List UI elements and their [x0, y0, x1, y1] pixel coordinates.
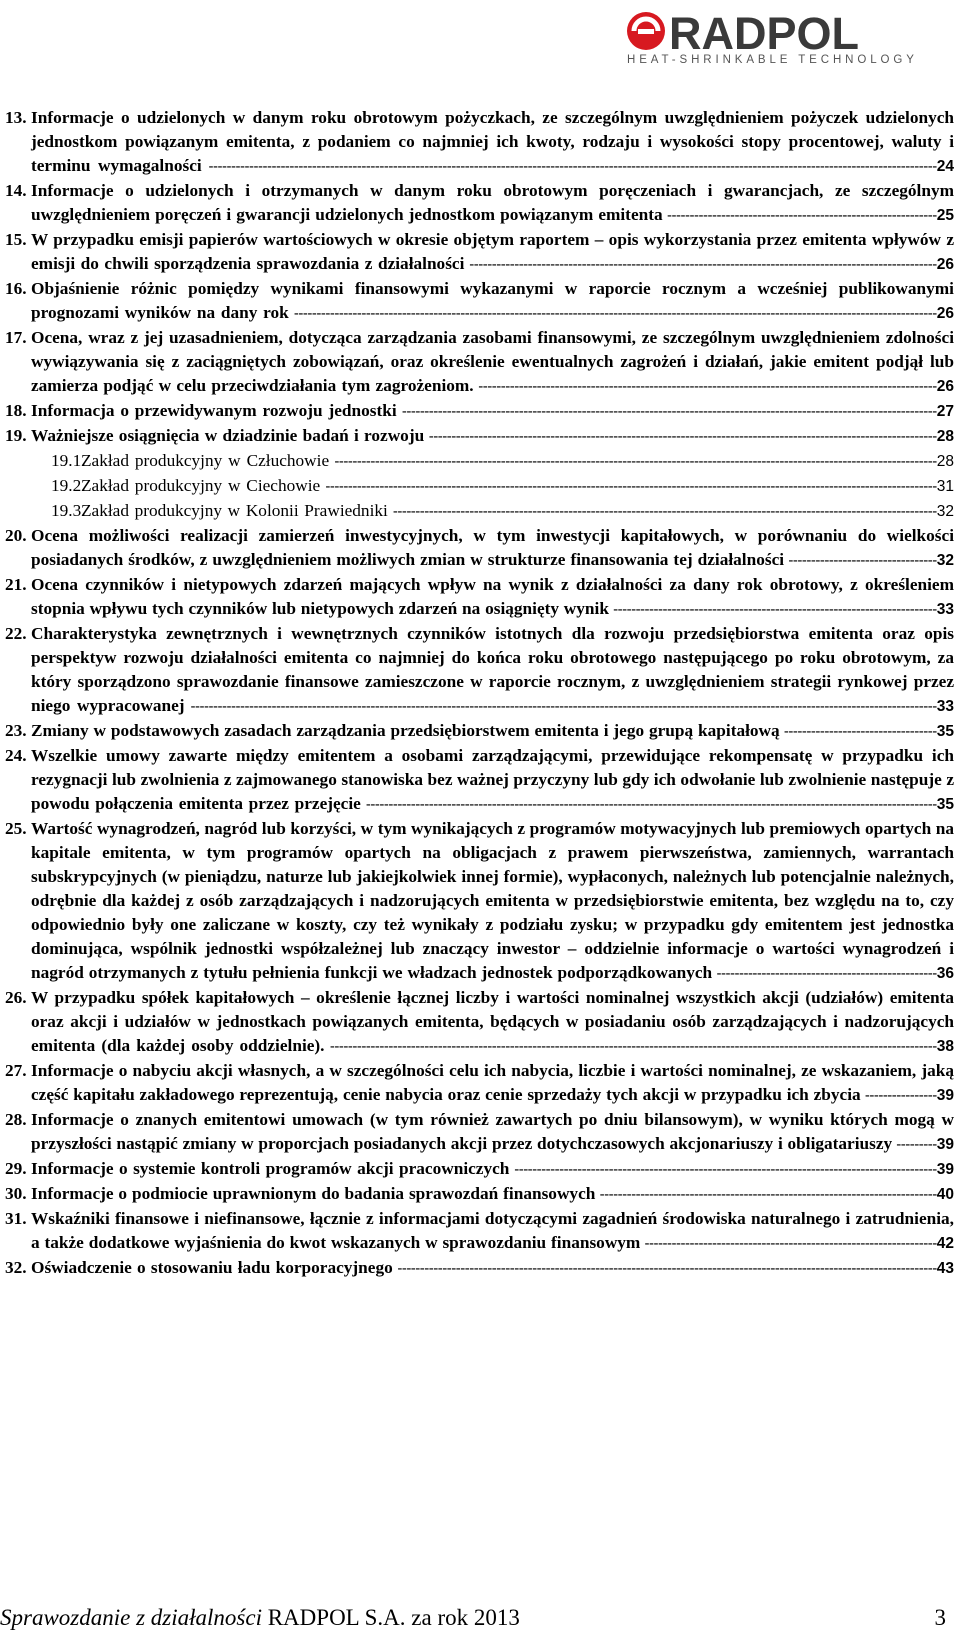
- toc-leader-dashes: -----------------------------------------------------------------: [640, 1235, 937, 1252]
- toc-leader-dashes: --------------------------------------------------------------------------------------------------------------------------------------: [329, 453, 937, 470]
- toc-entry-number: 27.: [5, 1061, 27, 1080]
- toc-leader-dashes: ---------------------------------: [784, 552, 937, 569]
- toc-entry-number: 25.: [5, 819, 27, 838]
- toc-entry[interactable]: [5, 1256, 960, 1281]
- toc-entry-page: 43: [936, 1260, 954, 1277]
- toc-entry[interactable]: [5, 1157, 960, 1182]
- toc-entry-title: Ocena czynników i nietypowych zdarzeń mających wpływ na wynik z działalności za dany rok obrotowy, z określeniem stopnia wpływu tych czynników lub nietypowych zdarzeń na osiągnięty wynik: [31, 575, 954, 618]
- toc-leader-dashes: -----------------------------------------------------------------------------------------------------------------------: [396, 403, 937, 420]
- toc-entry-number: 23.: [5, 721, 27, 740]
- toc-leader-dashes: -------------------------------------------------: [712, 965, 937, 982]
- toc-subentry[interactable]: [5, 449, 960, 474]
- toc-entry-body: [31, 1207, 954, 1256]
- toc-leader-dashes: ------------------------------------------------------------------------------------------------------------------------: [392, 1260, 937, 1277]
- toc-entry-body: [81, 449, 954, 474]
- toc-entry-page: 26: [936, 305, 954, 322]
- toc-entry[interactable]: [5, 326, 960, 399]
- toc-leader-dashes: -------------------------------------------------------------------------------------------------------------------------------: [360, 796, 937, 813]
- toc-leader-dashes: -----------------------------------------------------------------------------------------------------------------: [424, 428, 937, 445]
- toc-leader-dashes: ----------------: [860, 1087, 937, 1104]
- toc-entry-body: [31, 1157, 954, 1182]
- toc-entry-page: 38: [936, 1038, 954, 1055]
- toc-entry-page: 32: [936, 552, 954, 569]
- toc-leader-dashes: ----------------------------------------------------------------------------------------------: [509, 1161, 937, 1178]
- toc-entry-number: 20.: [5, 526, 27, 545]
- toc-entry-page: 40: [936, 1186, 954, 1203]
- toc-entry-body: [31, 399, 954, 424]
- toc-entry[interactable]: [5, 228, 960, 277]
- toc-entry[interactable]: [5, 1207, 960, 1256]
- toc-entry[interactable]: [5, 622, 960, 719]
- toc-entry-title: Informacje o podmiocie uprawnionym do badania sprawozdań finansowych: [31, 1184, 596, 1203]
- toc-entry-body: [31, 277, 954, 326]
- toc-entry-title: Zmiany w podstawowych zasadach zarządzania przedsiębiorstwem emitenta i jego grupą kapitałową: [31, 721, 780, 740]
- footer-page-number: 3: [934, 1605, 946, 1630]
- toc-entry[interactable]: [5, 179, 960, 228]
- toc-entry[interactable]: [5, 424, 960, 449]
- toc-entry-number: 30.: [5, 1184, 27, 1203]
- toc-entry-page: 35: [936, 796, 954, 813]
- toc-entry-title: Oświadczenie o stosowaniu ładu korporacyjnego: [31, 1258, 393, 1277]
- toc-entry[interactable]: [5, 986, 960, 1059]
- toc-entry-title: Ocena możliwości realizacji zamierzeń inwestycyjnych, w tym inwestycji kapitałowych, w porównaniu do wielkości posiadanych środków, z uwzględnieniem możliwych zmian w strukturze finansowania tej działalności: [31, 526, 954, 569]
- toc-entry[interactable]: [5, 744, 960, 817]
- radpol-logo-mark: [625, 10, 930, 54]
- page-footer: [0, 1605, 960, 1635]
- toc-subentry[interactable]: [5, 499, 960, 524]
- toc-entry-body: [31, 986, 954, 1059]
- toc-entry-number: 19.3.: [51, 501, 86, 520]
- toc-entry-title: Objaśnienie różnic pomiędzy wynikami finansowymi wykazanymi w raporcie rocznym a wcześniej publikowanymi prognozami wyników na dany rok: [31, 279, 954, 322]
- toc-entry[interactable]: [5, 524, 960, 573]
- radpol-logo: [625, 10, 930, 68]
- logo-tagline: HEAT-SHRINKABLE TECHNOLOGY: [627, 54, 918, 66]
- logo-wordmark: RADPOL: [669, 10, 859, 54]
- toc-entry-title: Informacja o przewidywanym rozwoju jednostki: [31, 401, 397, 420]
- toc-entry-number: 26.: [5, 988, 27, 1007]
- footer-italic-text: Sprawozdanie z działalności: [0, 1605, 262, 1630]
- toc-entry-number: 14.: [5, 181, 27, 200]
- toc-entry-page: 35: [936, 723, 954, 740]
- toc-entry-number: 19.2.: [51, 476, 86, 495]
- toc-entry[interactable]: [5, 1059, 960, 1108]
- toc-entry-body: [31, 106, 954, 179]
- toc-entry[interactable]: [5, 573, 960, 622]
- toc-entry-page: 28: [936, 453, 954, 470]
- toc-leader-dashes: ---------------------------------------------------------------------------: [595, 1186, 937, 1203]
- toc-entry-page: 42: [936, 1235, 954, 1252]
- toc-entry-number: 16.: [5, 279, 27, 298]
- toc-entry[interactable]: [5, 719, 960, 744]
- toc-entry-page: 39: [936, 1087, 955, 1104]
- toc-entry-body: [31, 744, 954, 817]
- toc-entry-body: [81, 499, 954, 524]
- toc-entry-page: 25: [936, 207, 954, 224]
- toc-entry-title: Wskaźniki finansowe i niefinansowe, łącznie z informacjami dotyczącymi zagadnień środowiska naturalnego i zatrudnienia, a także dodatkowe wyjaśnienia do kwot wskazanych w sprawozdaniu finansowym: [31, 1209, 954, 1252]
- toc-entry-number: 29.: [5, 1159, 27, 1178]
- toc-entry-title: Zakład produkcyjny w Ciechowie: [81, 476, 321, 495]
- toc-entry-body: [31, 524, 954, 573]
- toc-entry-page: 33: [936, 698, 954, 715]
- toc-entry[interactable]: [5, 1108, 960, 1157]
- toc-entry-number: 17.: [5, 328, 27, 347]
- toc-leader-dashes: ------------------------------------------------------------------------: [608, 601, 937, 618]
- toc-entry-page: 28: [936, 428, 954, 445]
- toc-entry-page: 39: [936, 1136, 954, 1153]
- toc-entry-title: W przypadku emisji papierów wartościowych w okresie objętym raportem – opis wykorzystania przez emitenta wpływów z emisji do chwili sporządzenia sprawozdania z działalności: [31, 230, 954, 273]
- toc-leader-dashes: ------------------------------------------------------------------------------------------------------------------------------------------------------------------: [201, 158, 937, 175]
- toc-entry-body: [31, 622, 954, 719]
- toc-entry-body: [31, 1108, 954, 1157]
- table-of-contents: [5, 106, 960, 1281]
- toc-entry-number: 22.: [5, 624, 27, 643]
- toc-entry-title: Zakład produkcyjny w Człuchowie: [81, 451, 330, 470]
- toc-entry-title: Informacje o systemie kontroli programów akcji pracowniczych: [31, 1159, 510, 1178]
- toc-entry-body: [31, 1182, 954, 1207]
- toc-entry-number: 19.1.: [51, 451, 86, 470]
- toc-entry-body: [81, 474, 954, 499]
- toc-entry-page: 27: [936, 403, 955, 420]
- toc-leader-dashes: ---------------------------------------------------------------------------------------------------------------------------------------: [324, 1038, 937, 1055]
- toc-entry-body: [31, 424, 954, 449]
- toc-entry-number: 32.: [5, 1258, 27, 1277]
- toc-entry-title: Charakterystyka zewnętrznych i wewnętrznych czynników istotnych dla rozwoju przedsiębiorstwa emitenta oraz opis perspektyw rozwoju działalności emitenta co najmniej do końca roku obrotowego następującego po roku obrotowym, za który sporządzono sprawozdanie finansowe zamieszczone w raporcie rocznym, z uwzględnieniem strategii rynkowej przez niego wypracowanej: [31, 624, 954, 715]
- toc-entry-title: W przypadku spółek kapitałowych – określenie łącznej liczby i wartości nominalnej wszystkich akcji (udziałów) emitenta oraz akcji i udziałów w jednostkach powiązanych emitenta, będących w posiadaniu osób zarządzających i nadzorujących emitenta (dla każdej osoby oddzielnie).: [31, 988, 954, 1055]
- toc-entry-page: 33: [936, 601, 954, 618]
- toc-entry[interactable]: [5, 399, 960, 424]
- toc-entry-body: [31, 573, 954, 622]
- toc-entry-title: Wartość wynagrodzeń, nagród lub korzyści, w tym wynikających z programów motywacyjnych lub premiowych opartych na kapitale emitenta, w tym programów opartych na obligacjach z prawem pierwszeństwa, zamiennych, warrantach subskrypcyjnych (w pieniądzu, naturze lub jakiejkolwiek innej formie), wypłaconych, należnych lub potencjalnie należnych, odrębnie dla każdej z osób zarządzających i nadzorujących emitenta w przedsiębiorstwie emitenta, bez względu na to, czy odpowiednio były one zaliczane w koszty, czy też wynikały z podziału zysku; w przypadku gdy emitentem jest jednostka dominująca, wspólnik jednostki współzależnej lub znaczący inwestor – oddzielnie informacje o wartości wynagrodzeń i nagród otrzymanych z tytułu pełnienia funkcji we władzach jednostek podporządkowanych: [31, 819, 954, 982]
- toc-entry-body: [31, 228, 954, 277]
- toc-leader-dashes: ------------------------------------------------------------------------------------------------------: [473, 378, 937, 395]
- toc-entry-title: Informacje o udzielonych w danym roku obrotowym pożyczkach, ze szczególnym uwzględnieniem pożyczek udzielonych jednostkom powiązanym emitenta, z podaniem co najmniej ich kwoty, rodzaju i wysokości stopy procentowej, waluty i terminu wymagalności: [31, 108, 954, 175]
- toc-leader-dashes: ------------------------------------------------------------: [662, 207, 937, 224]
- toc-entry-number: 18.: [5, 401, 27, 420]
- toc-subentry[interactable]: [5, 474, 960, 499]
- toc-entry-page: 26: [936, 256, 954, 273]
- toc-entry[interactable]: [5, 277, 960, 326]
- toc-entry-title: Informacje o udzielonych i otrzymanych w danym roku obrotowym poręczeniach i gwarancjach, ze szczególnym uwzględnieniem poręczeń i gwarancji udzielonych jednostkom powiązanym emitenta: [31, 181, 954, 224]
- toc-entry-number: 19.: [5, 426, 27, 445]
- toc-entry-title: Zakład produkcyjny w Kolonii Prawiedniki: [81, 501, 388, 520]
- toc-entry-title: Wszelkie umowy zawarte między emitentem a osobami zarządzającymi, przewidujące rekompensatę w przypadku ich rezygnacji lub zwolnienia z zajmowanego stanowiska bez ważnej przyczyny lub gdy ich odwołanie lub zwolnienie następuje z powodu połączenia emitenta przez przejęcie: [31, 746, 954, 813]
- toc-entry-page: 39: [936, 1161, 954, 1178]
- toc-leader-dashes: ----------------------------------------------------------------------------------------------------------------------------------------: [320, 478, 937, 495]
- toc-entry-number: 28.: [5, 1110, 27, 1129]
- toc-entry-page: 31: [936, 478, 954, 495]
- toc-leader-dashes: ---------: [892, 1136, 937, 1153]
- toc-entry[interactable]: [5, 106, 960, 179]
- footer-company-text: RADPOL S.A. za rok 2013: [267, 1605, 520, 1630]
- toc-entry-title: Ocena, wraz z jej uzasadnieniem, dotycząca zarządzania zasobami finansowymi, ze szczególnym uwzględnieniem zdolności wywiązywania się z zaciągniętych zobowiązań, oraz określenie ewentualnych zagrożeń i działań, jakie emitent podjął lub zamierza podjąć w celu przeciwdziałania tym zagrożeniom.: [31, 328, 954, 395]
- toc-entry-title: Informacje o nabyciu akcji własnych, a w szczególności celu ich nabycia, liczbie i wartości nominalnej, ze wskazaniem, jaką część kapitału zakładowego reprezentują, cenie nabycia oraz cenie sprzedaży tych akcji w przypadku ich zbycia: [31, 1061, 954, 1104]
- toc-leader-dashes: ----------------------------------------------------------------------------------------------------------------------------------------------------------------------: [184, 698, 937, 715]
- toc-leader-dashes: --------------------------------------------------------------------------------------------------------: [464, 256, 937, 273]
- footer-report-title: [0, 1605, 520, 1631]
- toc-entry-page: 32: [936, 503, 954, 520]
- toc-entry-number: 13.: [5, 108, 27, 127]
- toc-entry-body: [31, 1059, 954, 1108]
- toc-entry-page: 24: [936, 158, 954, 175]
- toc-leader-dashes: -------------------------------------------------------------------------------------------------------------------------: [387, 503, 937, 520]
- toc-entry-body: [31, 817, 954, 986]
- toc-entry-page: 26: [936, 378, 954, 395]
- toc-entry-number: 21.: [5, 575, 27, 594]
- toc-entry-body: [31, 719, 954, 744]
- toc-entry-body: [31, 179, 954, 228]
- toc-entry-number: 31.: [5, 1209, 27, 1228]
- toc-entry-body: [31, 326, 954, 399]
- toc-entry-number: 24.: [5, 746, 27, 765]
- toc-entry-page: 36: [936, 965, 954, 982]
- toc-entry-title: Ważniejsze osiągnięcia w dziadzinie badań i rozwoju: [31, 426, 425, 445]
- toc-leader-dashes: ----------------------------------: [779, 723, 937, 740]
- toc-leader-dashes: -----------------------------------------------------------------------------------------------------------------------------------------------: [288, 305, 937, 322]
- toc-entry[interactable]: [5, 1182, 960, 1207]
- toc-entry-title: Informacje o znanych emitentowi umowach (w tym również zawartych po dniu bilansowym), w wyniku których mogą w przyszłości nastąpić zmiany w proporcjach posiadanych akcji przez dotychczasowych akcjonariuszy i obligatariuszy: [31, 1110, 954, 1153]
- toc-entry-number: 15.: [5, 230, 27, 249]
- toc-entry-body: [31, 1256, 954, 1281]
- toc-entry[interactable]: [5, 817, 960, 986]
